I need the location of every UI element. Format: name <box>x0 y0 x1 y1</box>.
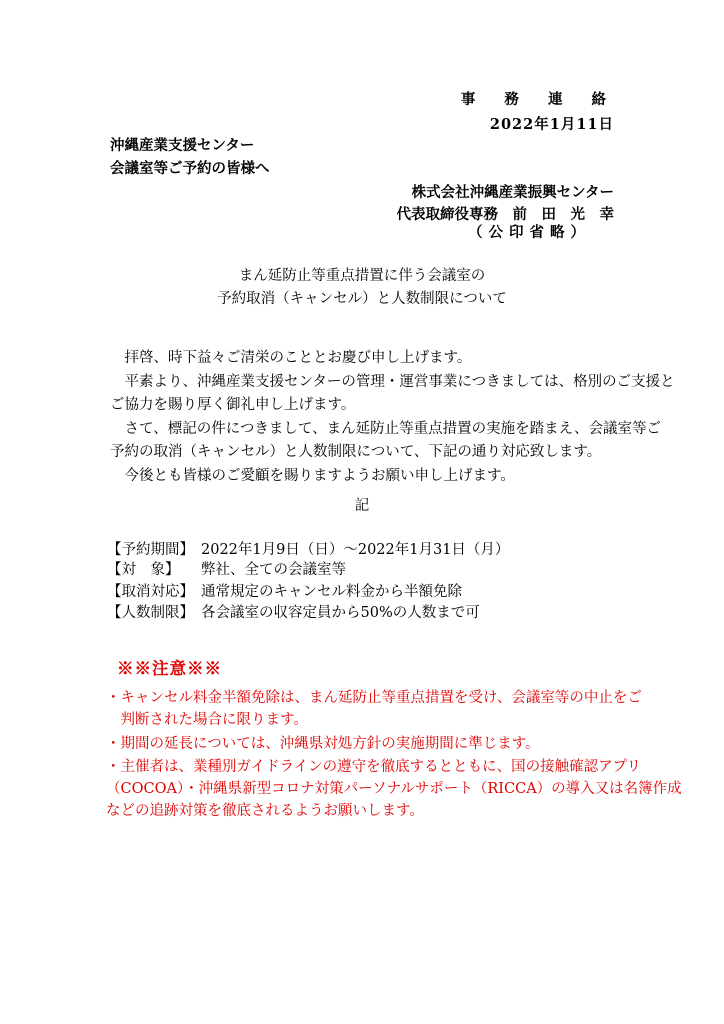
term-row <box>107 558 346 579</box>
term-value: 弊社、全ての会議室等 <box>201 562 346 578</box>
sender-name: 代表取締役専務 前 田 光 幸 <box>396 206 614 223</box>
body-line: ご協力を賜り厚く御礼申し上げます。 <box>110 397 356 413</box>
ki-heading: 記 <box>354 498 370 514</box>
term-value: 2022年1月9日（日）～2022年1月31日（月） <box>201 542 510 558</box>
recipient-line-2: 会議室等ご予約の皆様へ <box>110 160 270 177</box>
seal-note: （公印省略） <box>468 224 591 241</box>
body-line: 予約の取消（キャンセル）と人数制限について、下記の通り対応致します。 <box>110 444 602 460</box>
body-paragraph <box>110 347 675 488</box>
body-line: 今後とも皆様のご愛顧を賜りますようお願い申し上げます。 <box>110 467 515 484</box>
sender-organization: 株式会社沖縄産業振興センター <box>411 184 614 201</box>
body-line: 平素より、沖縄産業支援センターの管理・運営事業につきましては、格別のご支援と <box>110 373 675 390</box>
term-key: 【対 象】 <box>107 562 180 578</box>
caution-line: ・期間の延長については、沖縄県対処方針の実施期間に準じます。 <box>106 736 540 752</box>
document-title-line-2: 予約取消（キャンセル）と人数制限について <box>217 291 507 307</box>
notice-type: 事 務 連 絡 <box>460 91 618 108</box>
caution-heading: ※※注意※※ <box>117 659 222 678</box>
caution-line: 判断された場合に限ります。 <box>106 712 308 728</box>
body-line: 拝啓、時下益々ご清栄のこととお慶び申し上げます。 <box>110 350 472 366</box>
notice-date: 2022年1月11日 <box>489 116 614 133</box>
term-value: 通常規定のキャンセル料金から半額免除 <box>201 584 462 600</box>
caution-line: ・主催者は、業種別ガイドラインの遵守を徹底するとともに、国の接触確認アプリ <box>106 759 642 775</box>
caution-line: （COCOA）・沖縄県新型コロナ対策パーソナルサポート（RICCA）の導入又は名簿作成 <box>106 781 682 797</box>
term-key: 【取消対応】 <box>107 584 194 600</box>
term-row <box>107 580 462 601</box>
caution-line: などの追跡対策を徹底されるようお願いします。 <box>106 803 424 819</box>
recipient-line-1: 沖縄産業支援センター <box>110 137 255 154</box>
body-line: さて、標記の件につきまして、まん延防止等重点措置の実施を踏まえ、会議室等ご <box>110 420 661 437</box>
term-row <box>107 601 480 622</box>
caution-line: ・キャンセル料金半額免除は、まん延防止等重点措置を受け、会議室等の中止をご <box>106 690 642 706</box>
term-key: 【予約期間】 <box>107 542 194 558</box>
term-value: 各会議室の収容定員から50%の人数まで可 <box>201 605 480 621</box>
document-title-line-1: まん延防止等重点措置に伴う会議室の <box>238 268 486 284</box>
term-row <box>107 538 509 559</box>
term-key: 【人数制限】 <box>107 605 194 621</box>
